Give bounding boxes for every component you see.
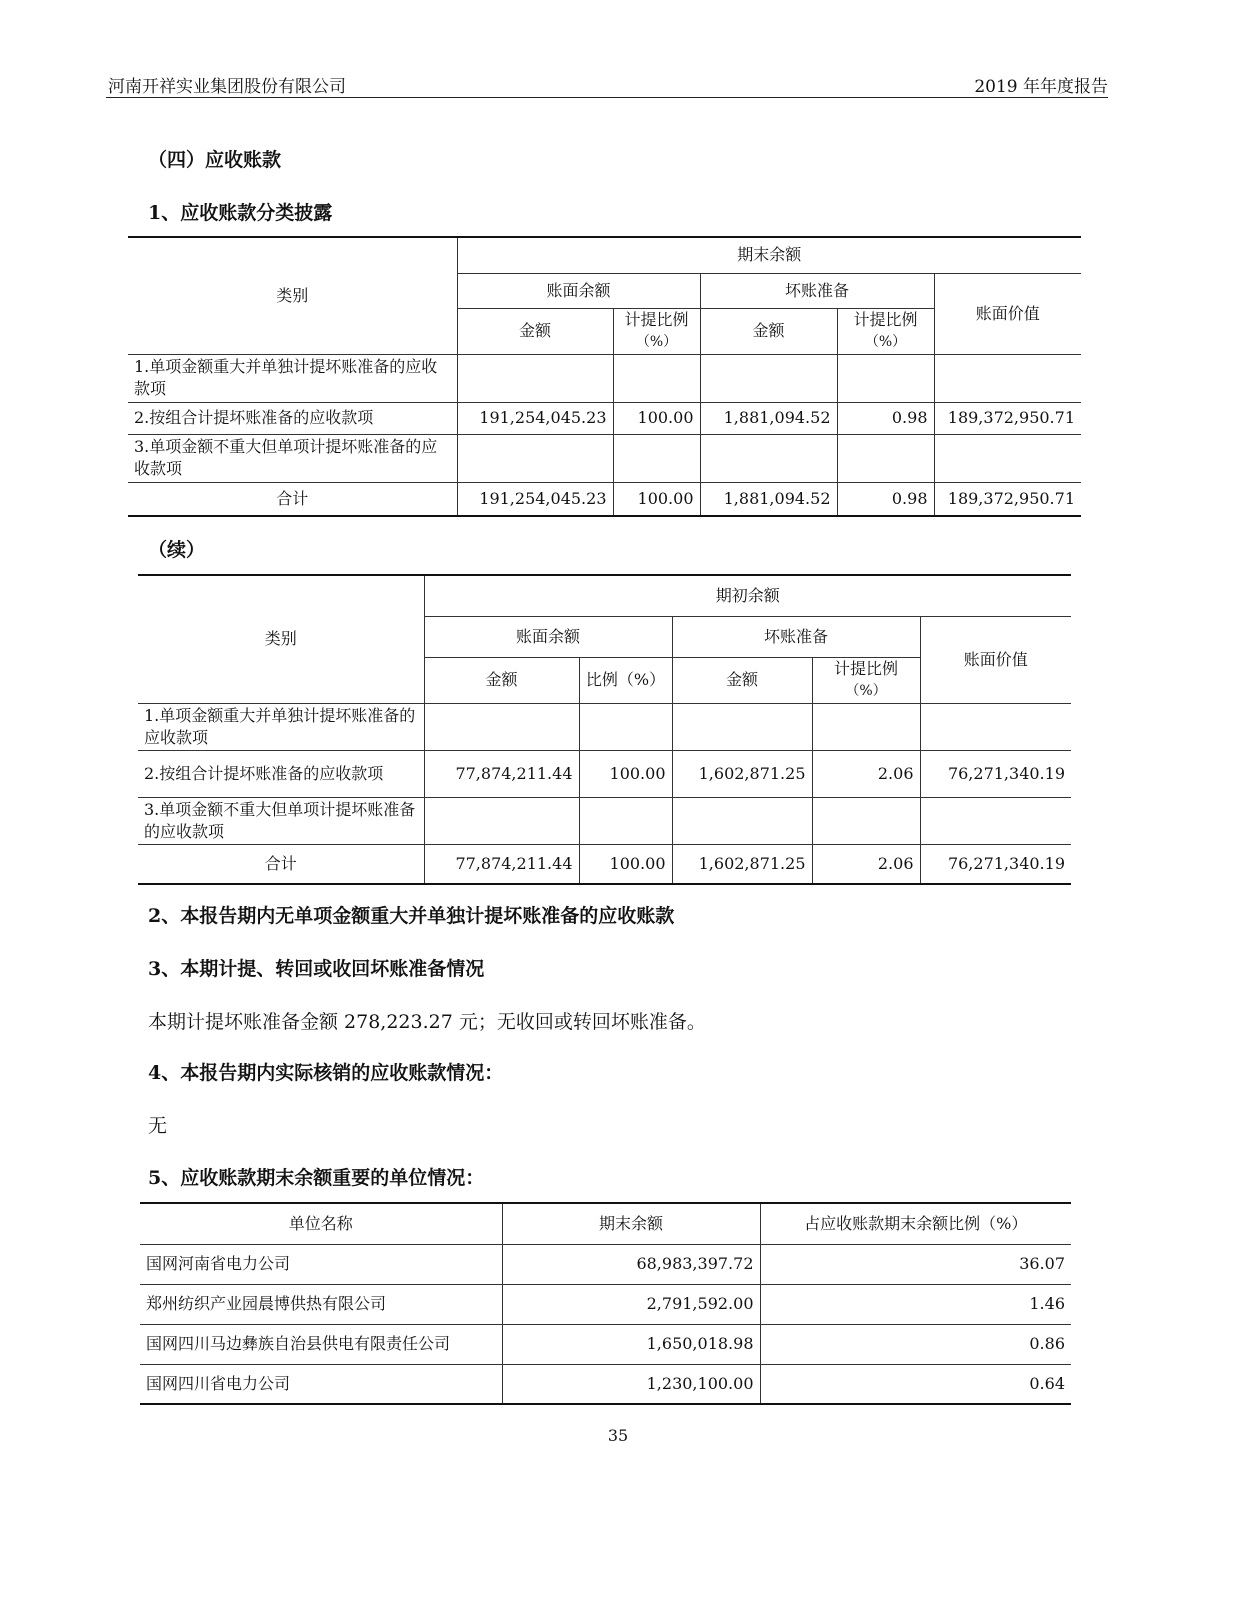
cell-bd-amount: 1,881,094.52: [700, 402, 837, 434]
cell-bd-amount: 1,602,871.25: [672, 844, 812, 884]
hdr-bad-debt: 坏账准备: [700, 273, 934, 308]
heading-4: 4、本报告期内实际核销的应收账款情况：: [148, 1062, 504, 1084]
cell-bd-amount: [672, 703, 812, 750]
cell-ratio: [579, 703, 672, 750]
table-ending-balance: [128, 236, 1081, 517]
cell-value: 76,271,340.19: [920, 750, 1071, 797]
cell-bd-ratio: 0.98: [837, 402, 934, 434]
cell-balance: 1,650,018.98: [502, 1324, 760, 1364]
cell-amount: 77,874,211.44: [424, 750, 579, 797]
header-report-title: 2019 年年度报告: [974, 77, 1108, 97]
hdr-book-balance: 账面余额: [424, 616, 672, 657]
cell-ratio: 100.00: [613, 402, 700, 434]
cell-balance: 2,791,592.00: [502, 1284, 760, 1324]
row-label: 1.单项金额重大并单独计提坏账准备的应收款项: [128, 354, 457, 402]
cell-ratio: 100.00: [613, 482, 700, 516]
hdr-bd-ratio: [837, 308, 934, 354]
cell-balance: 1,230,100.00: [502, 1364, 760, 1404]
table-row: [138, 797, 1071, 844]
hdr-bd-ratio-unit: （%）: [845, 683, 887, 699]
header-company: 河南开祥实业集团股份有限公司: [108, 77, 346, 97]
table-row: [140, 1284, 1071, 1324]
hdr-ratio: 比例（%）: [579, 657, 672, 703]
cell-bd-ratio: [837, 354, 934, 402]
table-row: [138, 750, 1071, 797]
row-label: 2.按组合计提坏账准备的应收款项: [138, 750, 424, 797]
table-row: [128, 354, 1081, 402]
hdr-amount: 金额: [424, 657, 579, 703]
cell-share: 36.07: [760, 1244, 1071, 1284]
cell-name: 郑州纺织产业园晨博供热有限公司: [140, 1284, 502, 1324]
hdr-amount: 金额: [457, 308, 613, 354]
cell-ratio: [579, 797, 672, 844]
hdr-book-balance: 账面余额: [457, 273, 700, 308]
hdr-bd-ratio-unit: （%）: [864, 334, 907, 350]
cell-ratio: [613, 434, 700, 482]
table-row: [140, 1364, 1071, 1404]
cell-share: 0.64: [760, 1364, 1071, 1404]
cell-bd-ratio: 0.98: [837, 482, 934, 516]
cell-share: 1.46: [760, 1284, 1071, 1324]
page-number: 35: [607, 1426, 629, 1445]
cell-amount: 191,254,045.23: [457, 402, 613, 434]
heading-5: 5、应收账款期末余额重要的单位情况：: [148, 1167, 485, 1189]
paragraph-3: 本期计提坏账准备金额 278,223.27 元；无收回或转回坏账准备。: [148, 1011, 706, 1033]
cell-bd-ratio: 2.06: [812, 844, 920, 884]
cell-bd-amount: 1,602,871.25: [672, 750, 812, 797]
cell-value: 189,372,950.71: [934, 482, 1081, 516]
hdr-period: 期初余额: [424, 575, 1071, 616]
row-label: 3.单项金额不重大但单项计提坏账准备的应收款项: [138, 797, 424, 844]
hdr-bad-debt: 坏账准备: [672, 616, 920, 657]
cell-name: 国网四川省电力公司: [140, 1364, 502, 1404]
cell-balance: 68,983,397.72: [502, 1244, 760, 1284]
cell-bd-ratio: [812, 797, 920, 844]
cell-amount: [457, 434, 613, 482]
cell-ratio: [613, 354, 700, 402]
hdr-book-value: 账面价值: [934, 273, 1081, 354]
cell-bd-amount: [700, 354, 837, 402]
cell-amount: [457, 354, 613, 402]
row-label: 合计: [138, 844, 424, 884]
cell-value: [920, 797, 1071, 844]
cell-ratio: 100.00: [579, 750, 672, 797]
hdr-ratio-unit: （%）: [635, 334, 678, 350]
cell-bd-amount: [700, 434, 837, 482]
hdr-bd-ratio-label: 计提比例: [833, 659, 898, 678]
row-label: 2.按组合计提坏账准备的应收款项: [128, 402, 457, 434]
hdr-ratio-label: 计提比例: [624, 310, 689, 329]
cell-amount: [424, 703, 579, 750]
cell-value: [934, 434, 1081, 482]
cell-bd-ratio: [837, 434, 934, 482]
cell-bd-amount: [672, 797, 812, 844]
cell-value: [920, 703, 1071, 750]
table-row: [128, 434, 1081, 482]
table-row: [140, 1324, 1071, 1364]
cell-bd-amount: 1,881,094.52: [700, 482, 837, 516]
hdr-bd-amount: 金额: [700, 308, 837, 354]
cell-share: 0.86: [760, 1324, 1071, 1364]
heading-1: 1、应收账款分类披露: [148, 202, 333, 224]
cell-value: 189,372,950.71: [934, 402, 1081, 434]
hdr-name: 单位名称: [140, 1203, 502, 1244]
hdr-bd-amount: 金额: [672, 657, 812, 703]
row-label: 3.单项金额不重大但单项计提坏账准备的应收款项: [128, 434, 457, 482]
hdr-category: 类别: [128, 237, 457, 354]
row-label: 合计: [128, 482, 457, 516]
paragraph-4: 无: [148, 1115, 168, 1137]
hdr-period: 期末余额: [457, 237, 1081, 273]
cell-bd-ratio: [812, 703, 920, 750]
hdr-book-value: 账面价值: [920, 616, 1071, 703]
hdr-bd-ratio: [812, 657, 920, 703]
table-row: [140, 1244, 1071, 1284]
cell-name: 国网四川马边彝族自治县供电有限责任公司: [140, 1324, 502, 1364]
hdr-balance: 期末余额: [502, 1203, 760, 1244]
table-row-total: [128, 482, 1081, 516]
hdr-category: 类别: [138, 575, 424, 703]
hdr-ratio: [613, 308, 700, 354]
header-divider: [106, 97, 1108, 98]
cell-value: [934, 354, 1081, 402]
table-row: [138, 703, 1071, 750]
heading-2: 2、本报告期内无单项金额重大并单独计提坏账准备的应收账款: [148, 905, 675, 927]
section-title: （四）应收账款: [148, 149, 282, 171]
hdr-share: 占应收账款期末余额比例（%）: [760, 1203, 1071, 1244]
continued-label: （续）: [148, 539, 206, 561]
cell-ratio: 100.00: [579, 844, 672, 884]
cell-amount: [424, 797, 579, 844]
cell-amount: 77,874,211.44: [424, 844, 579, 884]
table-row: [128, 402, 1081, 434]
table-row-total: [138, 844, 1071, 884]
row-label: 1.单项金额重大并单独计提坏账准备的应收款项: [138, 703, 424, 750]
cell-amount: 191,254,045.23: [457, 482, 613, 516]
cell-bd-ratio: 2.06: [812, 750, 920, 797]
hdr-bd-ratio-label: 计提比例: [853, 310, 918, 329]
cell-value: 76,271,340.19: [920, 844, 1071, 884]
table-major-debtors: [140, 1202, 1071, 1405]
cell-name: 国网河南省电力公司: [140, 1244, 502, 1284]
table-opening-balance: [138, 574, 1071, 885]
heading-3: 3、本期计提、转回或收回坏账准备情况: [148, 958, 485, 980]
